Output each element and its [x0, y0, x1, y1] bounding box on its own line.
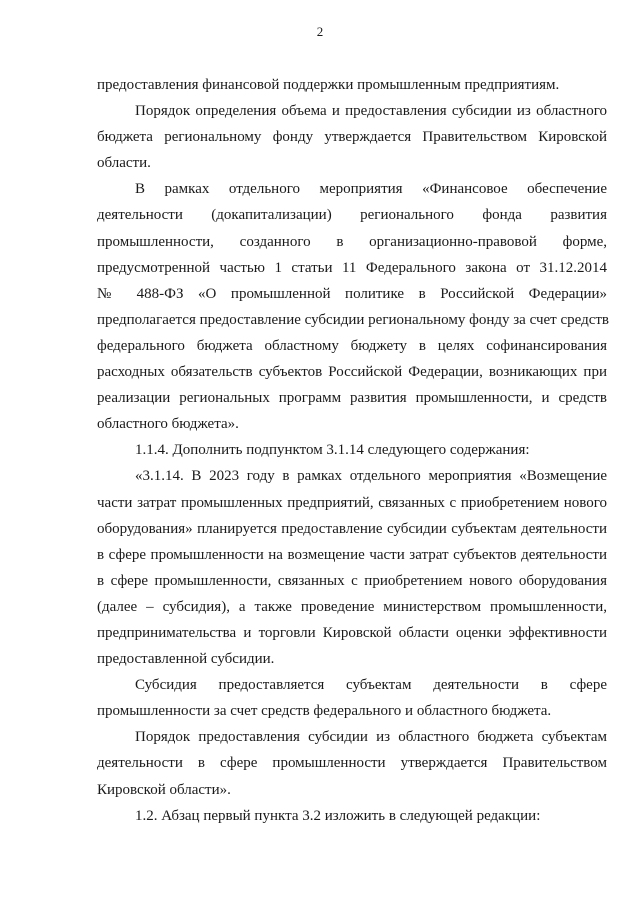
paragraph-p7 — [97, 724, 607, 802]
text-line: промышленности за счет средств федерального и областного бюджета. — [97, 703, 552, 720]
text-line: области. — [97, 155, 151, 172]
text-line: федерального бюджета областному бюджету в целях софинансирования — [97, 337, 607, 354]
text-line: 1.1.4. Дополнить подпунктом 3.1.14 следующего содержания: — [135, 442, 530, 459]
paragraph-p8 — [97, 803, 607, 829]
paragraph-p2 — [97, 98, 607, 176]
text-line: расходных обязательств субъектов Российской Федерации, возникающих при — [97, 364, 607, 381]
text-line: «3.1.14. В 2023 году в рамках отдельного мероприятия «Возмещение — [135, 468, 607, 485]
document-body — [97, 72, 607, 829]
text-line: в сфере промышленности, связанных с приобретением нового оборудования — [97, 572, 607, 589]
paragraph-p6 — [97, 672, 607, 724]
text-line: Порядок предоставления субсидии из областного бюджета субъектам — [135, 729, 607, 746]
text-line: № 488-ФЗ «О промышленной политике в Российской Федерации» — [97, 285, 607, 302]
paragraph-p3 — [97, 176, 607, 437]
text-line: областного бюджета». — [97, 416, 239, 433]
text-line: в сфере промышленности на возмещение части затрат субъектов деятельности — [97, 546, 607, 563]
text-line: предоставления финансовой поддержки промышленным предприятиям. — [97, 77, 560, 93]
text-line: части затрат промышленных предприятий, связанных с приобретением нового — [97, 494, 607, 511]
text-line: оборудования» планируется предоставление субсидии субъектам деятельности — [97, 520, 607, 537]
page-number: 2 — [316, 24, 324, 39]
text-line: (далее – субсидия), а также проведение министерством промышленности, — [97, 598, 607, 615]
text-line: деятельности (докапитализации) регионального фонда развития — [97, 207, 607, 224]
text-line: промышленности, созданного в организационно-правовой форме, — [97, 233, 607, 250]
text-line: предусмотренной частью 1 статьи 11 Федерального закона от 31.12.2014 — [97, 259, 607, 276]
text-line: Порядок определения объема и предоставления субсидии из областного — [135, 103, 607, 120]
text-line: деятельности в сфере промышленности утверждается Правительством — [97, 755, 607, 772]
paragraph-p5 — [97, 463, 607, 672]
text-line: Субсидия предоставляется субъектам деятельности в сфере — [135, 677, 607, 694]
paragraph-p1 — [97, 72, 607, 98]
text-line: предполагается предоставление субсидии региональному фонду за счет средств — [97, 311, 609, 328]
text-line: реализации региональных программ развития промышленности, и средств — [97, 390, 607, 407]
text-line: В рамках отдельного мероприятия «Финансовое обеспечение — [135, 181, 607, 198]
text-line: предпринимательства и торговли Кировской области оценки эффективности — [97, 624, 607, 641]
text-line: Кировской области». — [97, 781, 231, 798]
text-line: 1.2. Абзац первый пункта 3.2 изложить в следующей редакции: — [135, 807, 541, 824]
paragraph-p4 — [97, 437, 607, 463]
text-line: бюджета региональному фонду утверждается Правительством Кировской — [97, 129, 607, 146]
text-line: предоставленной субсидии. — [97, 651, 275, 668]
